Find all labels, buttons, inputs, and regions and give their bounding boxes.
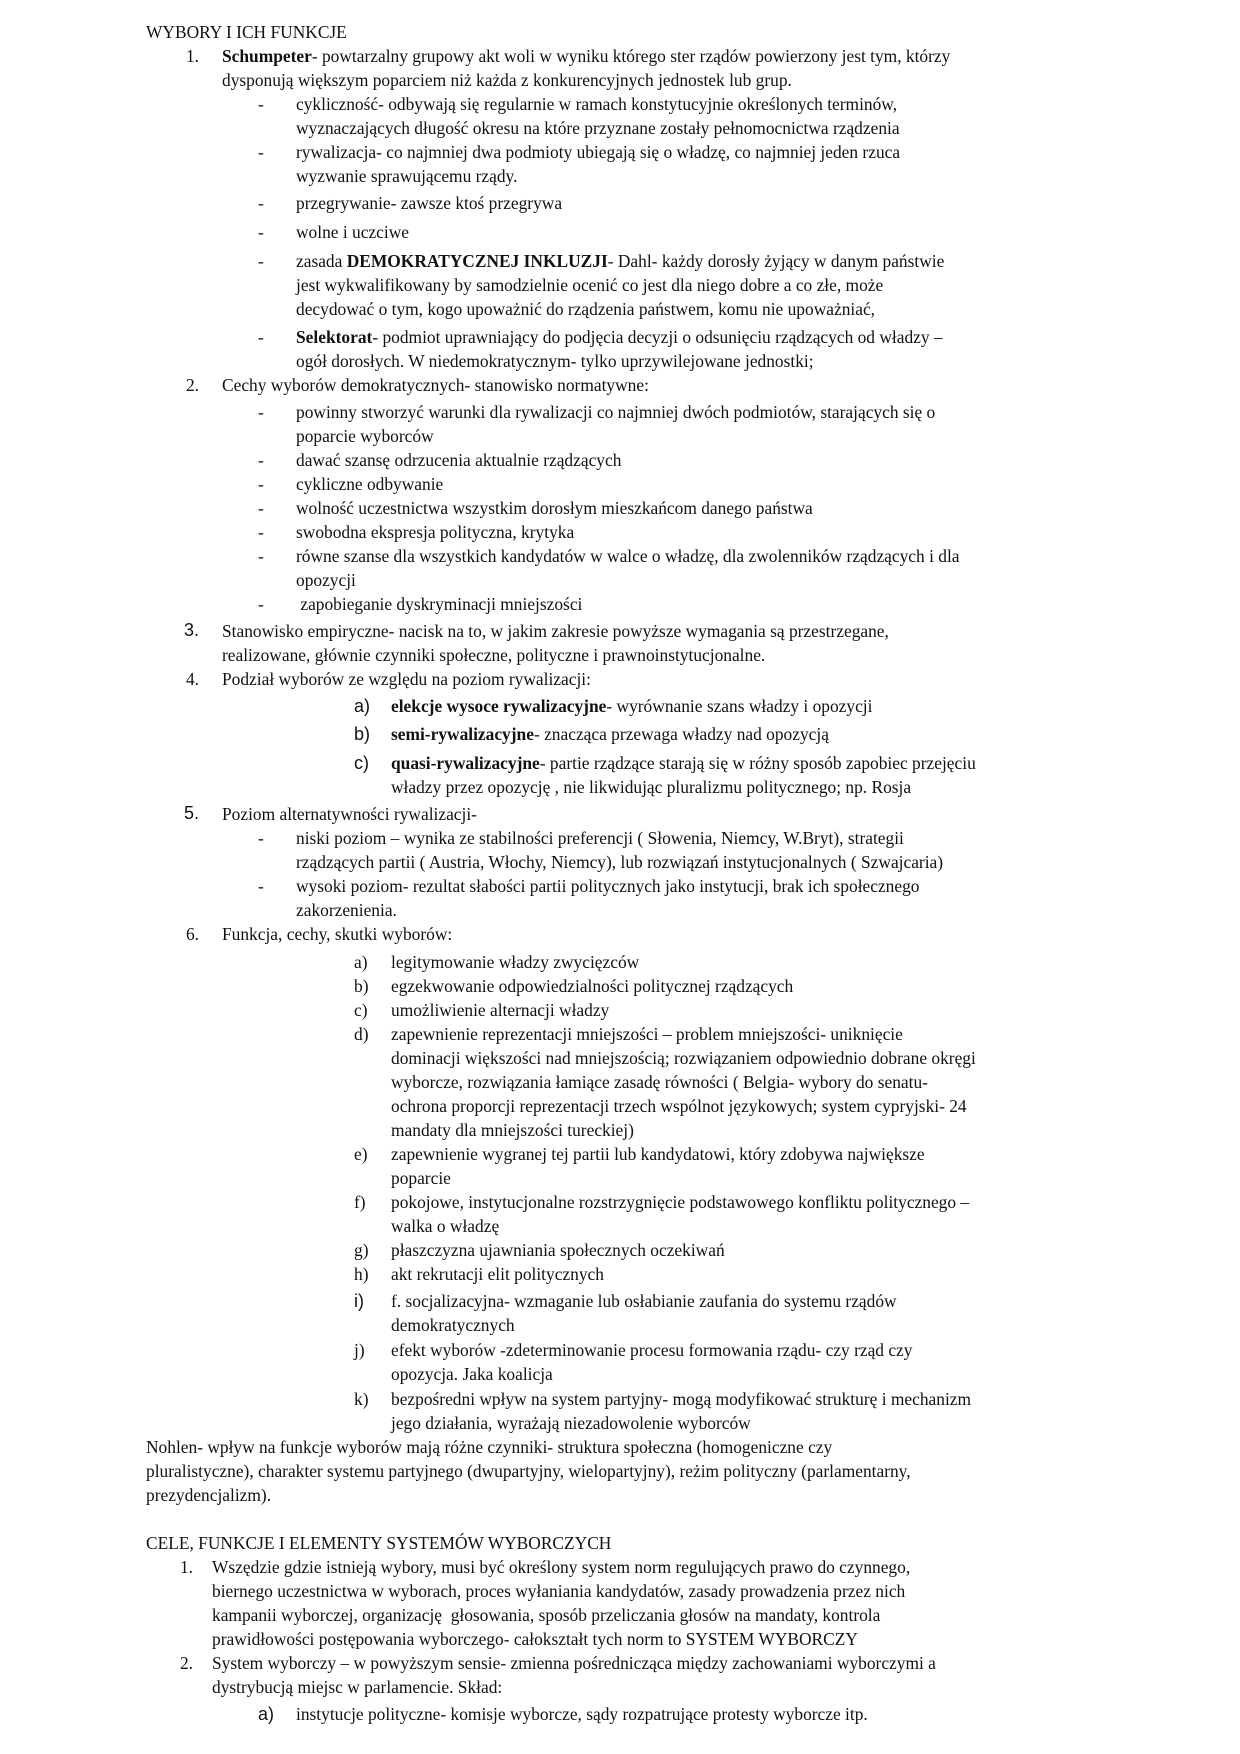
bullet-dash: - [258, 327, 264, 347]
list-item-text: kampanii wyborczej, organizację głosowania, sposób przeliczania głosów na mandaty, kontrola [212, 1605, 881, 1625]
bullet-dash: - [258, 251, 264, 271]
bullet-text: cykliczne odbywanie [296, 474, 444, 494]
bullet-text [296, 325, 943, 349]
bullet-text [296, 249, 944, 273]
sub-item-text: walka o władzę [391, 1216, 500, 1236]
list-number: 1. [185, 46, 199, 66]
bullet-text: równe szanse dla wszystkich kandydatów w walce o władzę, dla zwolenników rządzących i dla [296, 546, 960, 566]
bullet-dash: - [258, 876, 264, 896]
sub-item-text: umożliwienie alternacji władzy [391, 1000, 610, 1020]
bullet-text: wyznaczających długość okresu na które przyznane zostały pełnomocnictwa rządzenia [296, 118, 900, 138]
letter-marker: c) [354, 1000, 368, 1020]
bullet-text: zakorzenienia. [296, 900, 397, 920]
letter-marker: e) [354, 1144, 368, 1164]
letter-marker: b) [354, 724, 371, 744]
letter-marker: a) [354, 696, 371, 716]
term-bold: DEMOKRATYCZNEJ INKLUZJI [346, 251, 608, 271]
sub-item-text: f. socjalizacyjna- wzmaganie lub osłabianie zaufania do systemu rządów [391, 1291, 897, 1311]
bullet-text: zapobieganie dyskryminacji mniejszości [296, 594, 583, 614]
sub-item-text: dominacji większości nad mniejszością; rozwiązaniem odpowiednio dobrane okręgi [391, 1048, 976, 1068]
bullet-dash: - [258, 828, 264, 848]
list-item-text: Funkcja, cechy, skutki wyborów: [222, 924, 453, 944]
term-bold: elekcje wysoce rywalizacyjne [391, 696, 607, 716]
list-item-text: Podział wyborów ze względu na poziom rywalizacji: [222, 669, 591, 689]
letter-marker: d) [354, 1024, 369, 1044]
sub-item-text: instytucje polityczne- komisje wyborcze, sądy rozpatrujące protesty wyborcze itp. [296, 1704, 868, 1724]
list-item-text: Stanowisko empiryczne- nacisk na to, w jakim zakresie powyższe wymagania są przestrzegane, [222, 621, 889, 641]
bullet-dash: - [258, 498, 264, 518]
paragraph-line: Nohlen- wpływ na funkcje wyborów mają różne czynniki- struktura społeczna (homogeniczne czy [146, 1437, 833, 1457]
letter-marker: j) [354, 1340, 365, 1360]
text-line: - powtarzalny grupowy akt woli w wyniku którego ster rządów powierzony jest tym, którzy [311, 46, 951, 66]
sub-item-text: poparcie [391, 1168, 451, 1188]
list-item-text: biernego uczestnictwa w wyborach, proces wyłaniania kandydatów, zasady prowadzenia przez nich [212, 1581, 906, 1601]
term-bold: quasi-rywalizacyjne [391, 753, 540, 773]
sub-item-text: opozycja. Jaka koalicja [391, 1364, 553, 1384]
list-item-text: Poziom alternatywności rywalizacji- [222, 804, 477, 824]
bullet-text: swobodna ekspresja polityczna, krytyka [296, 522, 575, 542]
list-item-text: Cechy wyborów demokratycznych- stanowisko normatywne: [222, 375, 649, 395]
sub-item-text: demokratycznych [391, 1315, 515, 1335]
bullet-text: ogół dorosłych. W niedemokratycznym- tylko uprzywilejowane jednostki; [296, 351, 814, 371]
term-bold: semi-rywalizacyjne [391, 724, 534, 744]
list-number: 1. [179, 1557, 193, 1577]
letter-marker: a) [354, 952, 368, 972]
list-item-text: Wszędzie gdzie istnieją wybory, musi być określony system norm regulujących prawo do czynnego, [212, 1557, 911, 1577]
sub-item-text: ochrona proporcji reprezentacji trzech wspólnot językowych; system cypryjski- 24 [391, 1096, 967, 1116]
term-bold: Schumpeter [222, 46, 312, 66]
sub-item-text: jego działania, wyrażają niezadowolenie wyborców [391, 1413, 751, 1433]
bullet-text: wyzwanie sprawującemu rządy. [296, 166, 518, 186]
sub-item-text [391, 694, 872, 718]
letter-marker: h) [354, 1264, 369, 1284]
sub-item-text: zapewnienie reprezentacji mniejszości – problem mniejszości- uniknięcie [391, 1024, 903, 1044]
bullet-dash: - [258, 94, 264, 114]
sub-item-text [391, 751, 976, 775]
list-item-text: realizowane, głównie czynniki społeczne, polityczne i prawnoinstytucjonalne. [222, 645, 766, 665]
bullet-dash: - [258, 222, 264, 242]
letter-marker: k) [354, 1389, 369, 1409]
bullet-text: cykliczność- odbywają się regularnie w ramach konstytucyjnie określonych terminów, [296, 94, 898, 114]
list-item-text: prawidłowości postępowania wyborczego- całokształt tych norm to SYSTEM WYBORCZY [212, 1629, 858, 1649]
bullet-text: opozycji [296, 570, 356, 590]
letter-marker: a) [258, 1704, 275, 1724]
sub-item-text: władzy przez opozycję , nie likwidując pluralizmu politycznego; np. Rosja [391, 777, 912, 797]
letter-marker: i) [354, 1291, 364, 1311]
bullet-text: decydować o tym, kogo upoważnić do rządzenia państwem, komu nie upoważniać, [296, 299, 876, 319]
sub-item-text: akt rekrutacji elit politycznych [391, 1264, 604, 1284]
bullet-dash: - [258, 546, 264, 566]
sub-item-text: pokojowe, instytucjonalne rozstrzygnięcie podstawowego konfliktu politycznego – [391, 1192, 970, 1212]
bullet-dash: - [258, 402, 264, 422]
paragraph-line: prezydencjalizm). [146, 1485, 272, 1505]
letter-marker: c) [354, 753, 369, 773]
bullet-text: rządzących partii ( Austria, Włochy, Niemcy), lub rozwiązań instytucjonalnych ( Szwajcaria) [296, 852, 944, 872]
sub-item-text: egzekwowanie odpowiedzialności politycznej rządzących [391, 976, 794, 996]
sub-item-text: zapewnienie wygranej tej partii lub kandydatowi, który zdobywa największe [391, 1144, 925, 1164]
sub-item-text: legitymowanie władzy zwycięzców [391, 952, 640, 972]
bullet-dash: - [258, 193, 264, 213]
bullet-text: niski poziom – wynika ze stabilności preferencji ( Słowenia, Niemcy, W.Bryt), strategii [296, 828, 904, 848]
term-bold: Selektorat [296, 327, 373, 347]
bullet-text: wysoki poziom- rezultat słabości partii politycznych jako instytucji, brak ich społecznego [296, 876, 920, 896]
bullet-text: poparcie wyborców [296, 426, 434, 446]
paragraph-line: pluralistyczne), charakter systemu partyjnego (dwupartyjny, wielopartyjny), reżim polityczny (parlamentarny, [146, 1461, 911, 1481]
list-number: 3. [183, 620, 199, 640]
letter-marker: b) [354, 976, 369, 996]
bullet-text: wolność uczestnictwa wszystkim dorosłym mieszkańcom danego państwa [296, 498, 813, 518]
text-line: dysponują większym poparciem niż każda z konkurencyjnych jednostek lub grup. [222, 70, 792, 90]
text-run: - podmiot uprawniający do podjęcia decyzji o odsunięciu rządzących od władzy – [372, 327, 943, 347]
text-run: - partie rządzące starają się w różny sposób zapobiec przejęciu [539, 753, 976, 773]
sub-item-text: wyborcze, rozwiązania łamiące zasadę równości ( Belgia- wybory do senatu- [391, 1072, 928, 1092]
bullet-text: rywalizacja- co najmniej dwa podmioty ubiegają się o władzę, co najmniej jeden rzuca [296, 142, 901, 162]
bullet-dash: - [258, 142, 264, 162]
sub-item-text [391, 722, 829, 746]
bullet-text: dawać szansę odrzucenia aktualnie rządzących [296, 450, 622, 470]
text-run: - Dahl- każdy dorosły żyjący w danym państwie [607, 251, 945, 271]
bullet-dash: - [258, 450, 264, 470]
list-number: 2. [179, 1653, 193, 1673]
list-number: 4. [185, 669, 199, 689]
list-item-text [222, 44, 950, 68]
bullet-text: przegrywanie- zawsze ktoś przegrywa [296, 193, 563, 213]
sub-item-text: efekt wyborów -zdeterminowanie procesu formowania rządu- czy rząd czy [391, 1340, 913, 1360]
list-number: 5. [183, 803, 199, 823]
bullet-dash: - [258, 522, 264, 542]
list-item-text: dystrybucją miejsc w parlamencie. Skład: [212, 1677, 503, 1697]
bullet-text: powinny stworzyć warunki dla rywalizacji co najmniej dwóch podmiotów, starających się o [296, 402, 936, 422]
bullet-dash: - [258, 474, 264, 494]
sub-item-text: bezpośredni wpływ na system partyjny- mogą modyfikować strukturę i mechanizm [391, 1389, 972, 1409]
section-title: CELE, FUNKCJE I ELEMENTY SYSTEMÓW WYBORCZYCH [146, 1533, 612, 1553]
text-run: - wyrównanie szans władzy i opozycji [606, 696, 873, 716]
letter-marker: f) [354, 1192, 366, 1212]
section-title: WYBORY I ICH FUNKCJE [146, 22, 347, 42]
bullet-dash: - [258, 594, 264, 614]
sub-item-text: mandaty dla mniejszości tureckiej) [391, 1120, 634, 1140]
text-run: zasada [296, 251, 347, 271]
list-number: 2. [185, 375, 199, 395]
bullet-text: wolne i uczciwe [296, 222, 409, 242]
text-run: - znacząca przewaga władzy nad opozycją [533, 724, 829, 744]
bullet-text: jest wykwalifikowany by samodzielnie ocenić co jest dla niego dobre a co złe, może [296, 275, 884, 295]
sub-item-text: płaszczyzna ujawniania społecznych oczekiwań [391, 1240, 725, 1260]
list-item-text: System wyborczy – w powyższym sensie- zmienna pośrednicząca między zachowaniami wyborczymi a [212, 1653, 936, 1673]
list-number: 6. [185, 924, 199, 944]
letter-marker: g) [354, 1240, 369, 1260]
